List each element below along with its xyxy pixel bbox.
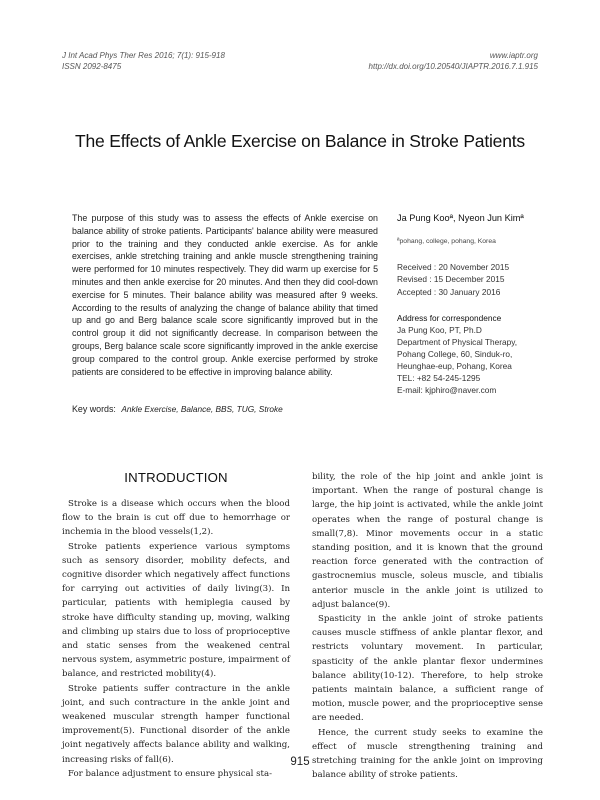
body-column-left [62,470,290,781]
paper-title: The Effects of Ankle Exercise on Balance in Stroke Patients [75,131,525,151]
accepted-date: Accepted : 30 January 2016 [397,286,501,297]
body-paragraph: Hence, the current study seeks to examine the effect of muscle strengthening training and stretching training for the ankle joint on improving balance ability of stroke patients. [312,727,543,781]
correspondence-college: Pohang College, 60, Sinduk-ro, [397,348,513,359]
body-paragraph: Stroke patients suffer contracture in the ankle joint, and such contracture in the ankle joint and weakened muscular strength hamper functional improvement(5). Functional disorder of the ankle joint negatively affects balance ability and walking, increasing risks of fall(6). [62,683,290,765]
body-paragraph: bility, the role of the hip joint and ankle joint is important. When the range of postural change is large, the hip joint is activated, while the ankle joint operates when the range of postural change is small(7,8). Minor movements occur in a static standing position, and it is known that the ground reaction force generated with the contraction of gastrocnemius muscle, soleus muscle, and tibialis anterior muscle in the ankle joint is utilized to adjust balance(9). [312,472,543,610]
article-dates [397,261,547,298]
correspondence-dept: Department of Physical Therapy, [397,336,518,347]
page-number: 915 [290,756,310,768]
doi-link[interactable]: http://dx.doi.org/10.20540/JIAPTR.2016.7.1.915 [368,62,538,71]
revised-date: Revised : 15 December 2015 [397,274,505,285]
journal-citation: J Int Acad Phys Ther Res 2016; 7(1): 915-918 [62,51,225,60]
correspondence-heading: Address for correspondence [397,312,502,323]
journal-website-link[interactable]: www.iaptr.org [489,51,538,60]
keywords-label: Key words: [72,404,116,414]
body-column-right [312,470,543,782]
body-paragraph: For balance adjustment to ensure physical sta- [68,768,273,779]
author-panel [397,212,547,396]
journal-issn: ISSN 2092-8475 [62,62,122,71]
keywords-values: Ankle Exercise, Balance, BBS, TUG, Stroke [121,404,283,414]
keywords [72,404,283,414]
section-heading-introduction: INTRODUCTION [124,470,228,485]
correspondence-address [397,312,547,396]
body-paragraph: Spasticity in the ankle joint of stroke patients causes muscle stiffness of ankle plantar flexor, and restricts voluntary movement. In particular, spasticity of the ankle plantar flexor undermines balance ability(10-12). Therefore, to help stroke patients maintain balance, a sufficient range of motion, muscle power, and the proprioceptive sense are needed. [312,614,543,724]
journal-links [369,50,538,72]
correspondence-address-line: Heunghae-eup, Pohang, Korea [397,360,512,371]
abstract: The purpose of this study was to assess the effects of Ankle exercise on balance ability of stroke patients. Participants' balance ability were measured prior to the training and they conducted ankle exercise. As for ankle exercises, ankle stretching training and ankle muscle strengthening training were performed for 10 minutes respectively. They did warm up exercise for 5 minutes and then ankle exercise for 20 minutes. And then they did cool-down exercise for 5 minutes. Their balance ability was measured after 9 weeks. According to the results of analyzing the change of balance ability that timed up and go and Berg balance scale score significantly improved but in the control group it did not significantly decrease. In comparison between the groups, Berg balance scale score significantly improved in the ankle exercise group compared to the control group. Ankle exercise performed by stroke patients are considered to be effective in improving balance ability. [72,213,378,377]
correspondence-tel: TEL: +82 54-245-1295 [397,372,481,383]
correspondence-name: Ja Pung Koo, PT, Ph.D [397,324,482,335]
body-paragraph: Stroke is a disease which occurs when the blood flow to the brain is cut off due to hemorrhage or inchemia in the blood vessels(1,2). [62,499,290,538]
correspondence-email[interactable]: E-mail: kjphiro@naver.com [397,384,497,395]
journal-info [62,50,225,72]
author-names: Ja Pung Kooª, Nyeon Jun Kimª [397,213,524,223]
body-paragraph: Stroke patients experience various symptoms such as sensory disorder, mobility defects, and cognitive disorder which negatively affect functions for carrying out activities of daily living(3). In particular, patients with hemiplegia caused by stroke have difficulty standing up, moving, walking and climbing up stairs due to loss of proprioceptive and static senses from the weakened central nervous system, asymmetric posture, impairment of balance, and restricted mobility(4). [62,541,290,680]
received-date: Received : 20 November 2015 [397,262,510,272]
author-affiliation: ªpohang, college, pohang, Korea [397,238,496,245]
